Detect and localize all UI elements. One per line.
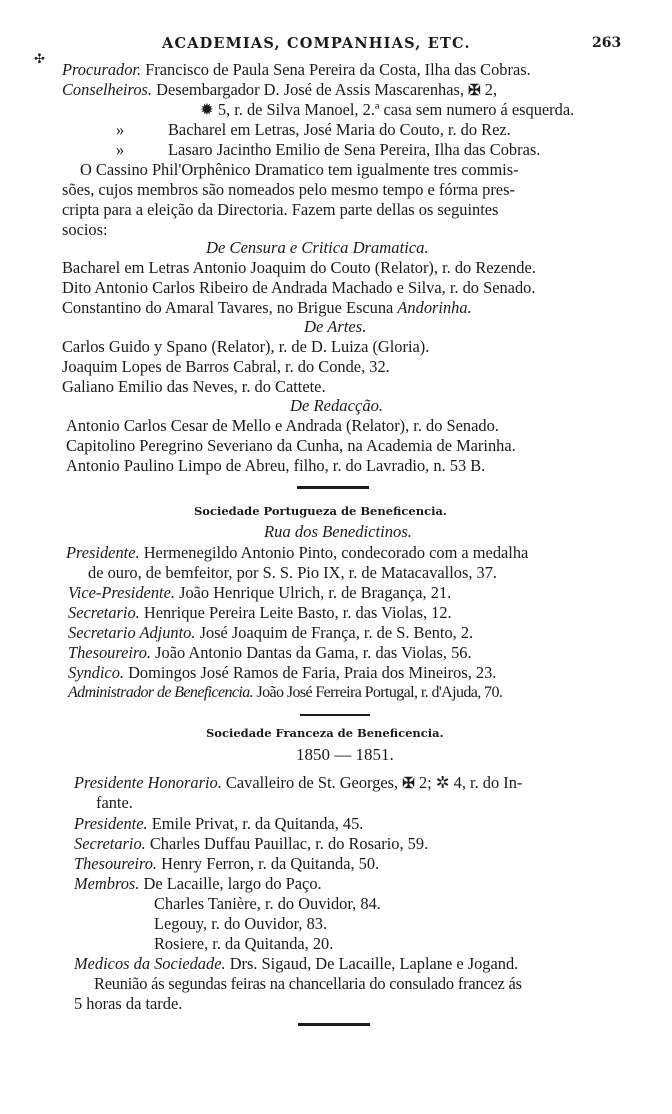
portugueza-entry xyxy=(68,623,473,643)
reuniao-line: 5 horas da tarde. xyxy=(74,994,183,1013)
procurador-label: Procurador. xyxy=(62,60,142,79)
paragraph-line: cripta para a eleição da Directoria. Fazem parte dellas os seguintes xyxy=(62,200,499,219)
redaccao-member: Capitolino Peregrino Severiano da Cunha, na Academia de Marinha. xyxy=(66,436,516,455)
entry-label: Secretario. xyxy=(74,834,146,853)
franceza-entry xyxy=(74,874,322,894)
portugueza-entry xyxy=(68,583,451,603)
entry-text: José Joaquim de França, r. de S. Bento, 2. xyxy=(199,623,474,642)
redaccao-heading: De Redacção. xyxy=(290,396,384,415)
entry-text-mid: 2; xyxy=(418,773,432,792)
saltire-star-icon: ✲ xyxy=(435,773,450,792)
censura-member: Bacharel em Letras Antonio Joaquim do Couto (Relator), r. do Rezende. xyxy=(62,258,536,277)
sun-star-icon: ✹ xyxy=(200,100,214,119)
conselheiro3: Lasaro Jacintho Emilio de Sena Pereira, Ilha das Cobras. xyxy=(168,140,541,159)
conselheiro1-text: Desembargador D. José de Assis Mascarenhas, xyxy=(156,80,464,99)
entry-label: Administrador de Beneficencia. xyxy=(68,684,254,701)
artes-member: Joaquim Lopes de Barros Cabral, r. do Conde, 32. xyxy=(62,357,390,376)
entry-label: Syndico. xyxy=(68,663,124,682)
franceza-member: Legouy, r. do Ouvidor, 83. xyxy=(154,914,328,933)
entry-label: Membros. xyxy=(74,874,140,893)
entry-label: Presidente. xyxy=(66,543,140,562)
entry-text: João Henrique Ulrich, r. de Bragança, 21. xyxy=(179,583,452,602)
reuniao-line: Reunião ás segundas feiras na chancellaria do consulado francez ás xyxy=(94,974,522,993)
entry-text: Hermenegildo Antonio Pinto, condecorado com a medalha xyxy=(143,543,529,562)
section-rule xyxy=(297,486,369,489)
franceza-years: 1850 — 1851. xyxy=(296,745,394,764)
censura-member: Dito Antonio Carlos Ribeiro de Andrada Machado e Silva, r. do Senado. xyxy=(62,278,536,297)
franceza-title: Sociedade Franceza de Beneficencia. xyxy=(206,726,444,740)
order-cross-icon: ✠ xyxy=(468,83,481,99)
pres-honorario-line2: fante. xyxy=(96,793,133,812)
entry-text: Drs. Sigaud, De Lacaille, Laplane e Jogand. xyxy=(229,954,519,973)
ditto-mark: » xyxy=(116,140,125,159)
artes-heading: De Artes. xyxy=(304,317,367,336)
entry-label: Secretario. xyxy=(68,603,140,622)
ship-name: Andorinha. xyxy=(397,298,472,317)
entry-text: Emile Privat, r. da Quitanda, 45. xyxy=(151,814,364,833)
entry-text: De Lacaille, largo do Paço. xyxy=(143,874,322,893)
section-rule xyxy=(300,714,370,716)
entry-text: Henry Ferron, r. da Quitanda, 50. xyxy=(161,854,380,873)
entry-label: Medicos da Sociedade. xyxy=(74,954,226,973)
conselheiros-label: Conselheiros. xyxy=(62,80,152,99)
entry-label: Presidente. xyxy=(74,814,148,833)
paragraph-line: sões, cujos membros são nomeados pelo mesmo tempo e fórma pres- xyxy=(62,180,515,199)
artes-member: Carlos Guido y Spano (Relator), r. de D. Luiza (Gloria). xyxy=(62,337,430,356)
conselheiro2: Bacharel em Letras, José Maria do Couto, r. do Rez. xyxy=(168,120,511,139)
procurador-line xyxy=(62,60,531,80)
portugueza-title: Sociedade Portugueza de Beneficencia. xyxy=(194,504,447,518)
page-number: 263 xyxy=(592,35,622,51)
portugueza-entry xyxy=(66,543,528,563)
portugueza-entry xyxy=(68,683,502,703)
entry-text: João Antonio Dantas da Gama, r. das Violas, 56. xyxy=(155,643,472,662)
censura-member xyxy=(62,298,472,318)
portugueza-entry xyxy=(68,663,496,683)
conselheiro1-address: 5, r. de Silva Manoel, 2.ª casa sem numero á esquerda. xyxy=(217,100,575,119)
conselheiro1-line1 xyxy=(62,80,497,101)
portugueza-entry: de ouro, de bemfeitor, por S. S. Pio IX, r. de Matacavallos, 37. xyxy=(88,563,498,582)
medicos-line xyxy=(74,954,518,974)
entry-text: Domingos José Ramos de Faria, Praia dos Mineiros, 23. xyxy=(128,663,497,682)
portugueza-street: Rua dos Benedictinos. xyxy=(264,522,412,541)
portugueza-entry xyxy=(68,643,472,663)
entry-label: Thesoureiro. xyxy=(74,854,158,873)
redaccao-member: Antonio Carlos Cesar de Mello e Andrada (Relator), r. do Senado. xyxy=(66,416,499,435)
portugueza-entry xyxy=(68,603,452,623)
franceza-member: Rosiere, r. da Quitanda, 20. xyxy=(154,934,334,953)
entry-label: Thesoureiro. xyxy=(68,643,152,662)
running-title: ACADEMIAS, COMPANHIAS, ETC. xyxy=(162,35,471,52)
entry-label: Secretario Adjunto. xyxy=(68,623,196,642)
censura-heading: De Censura e Critica Dramatica. xyxy=(206,238,429,257)
franceza-entry xyxy=(74,854,379,874)
entry-label: Presidente Honorario. xyxy=(74,773,222,792)
ditto-mark: » xyxy=(116,120,125,139)
entry-text: Henrique Pereira Leite Basto, r. das Violas, 12. xyxy=(143,603,452,622)
entry-label: Vice-Presidente. xyxy=(68,583,175,602)
pres-honorario-line xyxy=(74,773,522,794)
entry-text-tail: 4, r. do In- xyxy=(453,773,523,792)
paragraph-line: O Cassino Phil'Orphênico Dramatico tem igualmente tres commis- xyxy=(80,160,519,179)
conselheiro1-tail: 2, xyxy=(484,80,498,99)
franceza-entry xyxy=(74,834,428,854)
order-cross-icon: ✠ xyxy=(402,776,415,792)
section-rule xyxy=(298,1023,370,1026)
censura-member-text: Constantino do Amaral Tavares, no Brigue Escuna xyxy=(62,298,394,317)
entry-text: Charles Duffau Pauillac, r. do Rosario, 59. xyxy=(149,834,429,853)
paragraph-line: socios: xyxy=(62,220,108,239)
conselheiro1-line2 xyxy=(200,100,574,120)
franceza-entry xyxy=(74,814,363,834)
procurador-text: Francisco de Paula Sena Pereira da Costa, Ilha das Cobras. xyxy=(145,60,531,79)
entry-text: Cavalleiro de St. Georges, xyxy=(225,773,399,792)
artes-member: Galiano Emilio das Neves, r. do Cattete. xyxy=(62,377,326,396)
franceza-member: Charles Tanière, r. do Ouvidor, 84. xyxy=(154,894,381,913)
entry-text: João José Ferreira Portugal, r. d'Ajuda, 70. xyxy=(256,684,503,701)
margin-mark-icon: ✣ xyxy=(34,52,45,67)
redaccao-member: Antonio Paulino Limpo de Abreu, filho, r. do Lavradio, n. 53 B. xyxy=(66,456,486,475)
